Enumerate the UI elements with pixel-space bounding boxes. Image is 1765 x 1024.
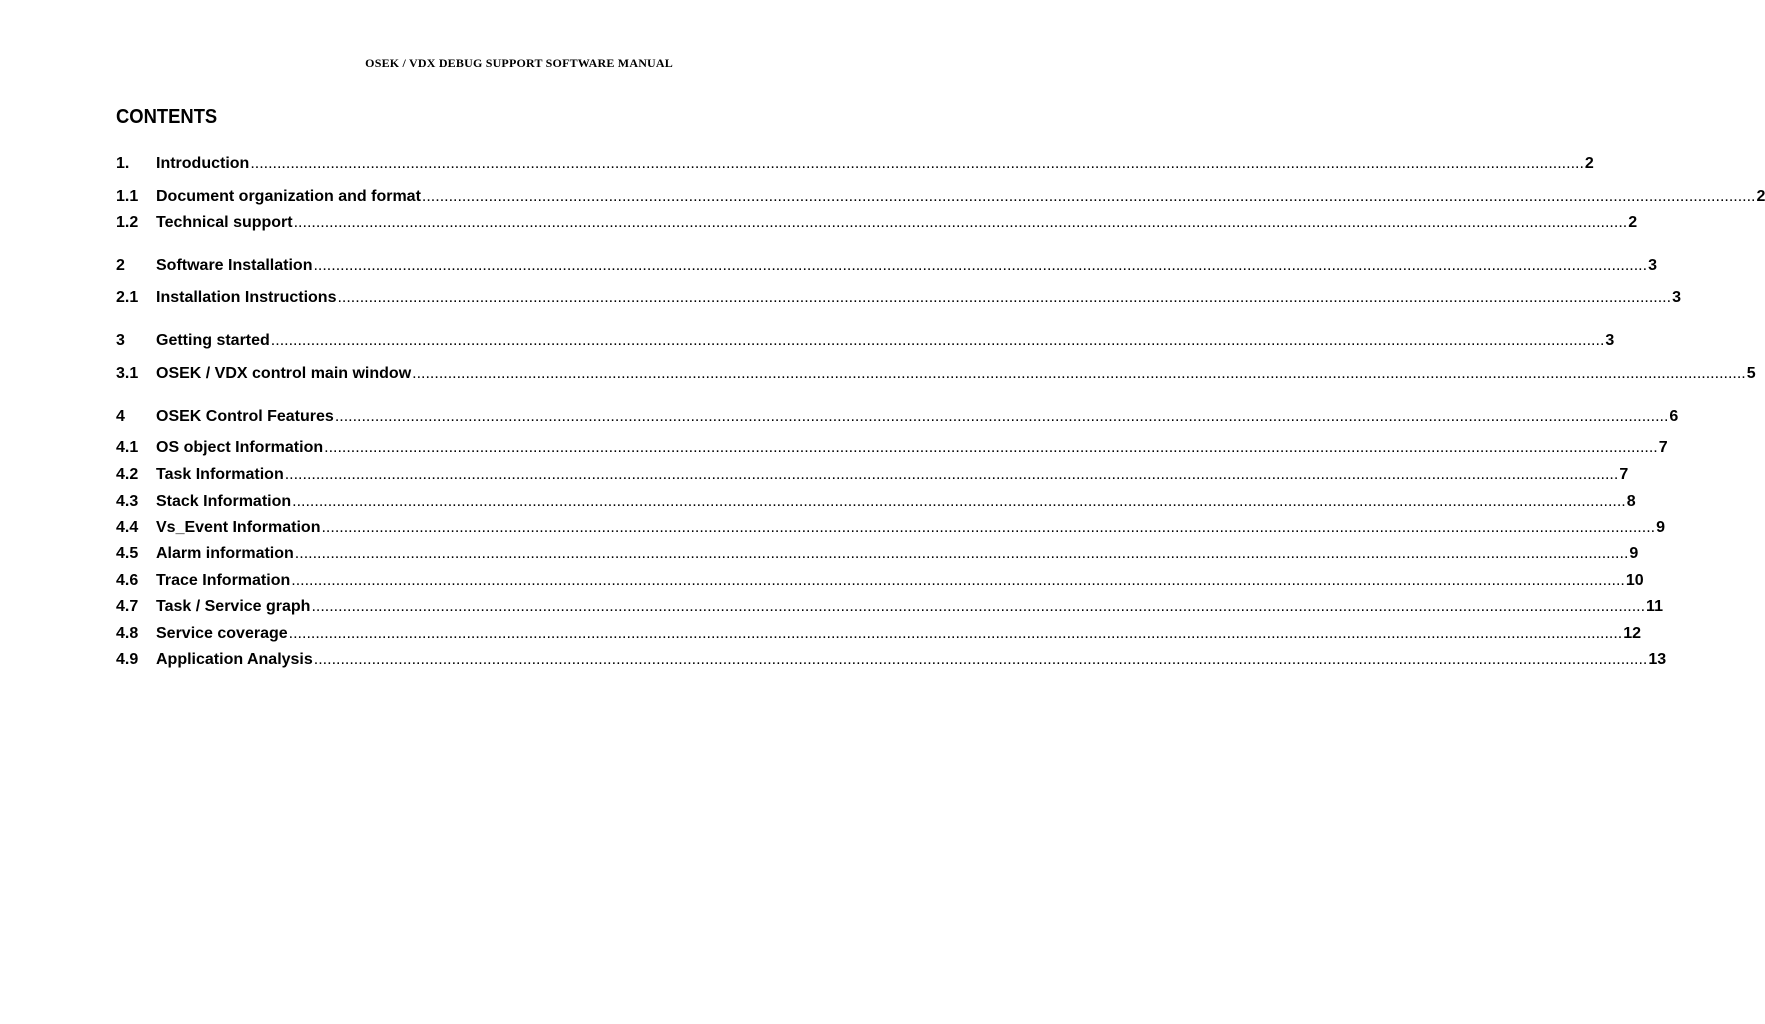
toc-number: 1.1 bbox=[116, 188, 139, 205]
toc-title: Software Installation bbox=[156, 257, 313, 274]
running-header: OSEK / VDX DEBUG SUPPORT SOFTWARE MANUAL bbox=[365, 56, 673, 70]
toc-page-number: 5 bbox=[1746, 365, 1756, 382]
toc-leader-dots: ............................................................................................................................................................................................................................................................................................................ bbox=[291, 572, 1625, 589]
toc-entry-4-3[interactable] bbox=[116, 493, 1636, 511]
toc-title: Alarm information bbox=[156, 545, 294, 562]
toc-title: Document organization and format bbox=[156, 188, 421, 205]
toc-page-number: 7 bbox=[1619, 466, 1629, 483]
toc-page-number: 3 bbox=[1672, 289, 1681, 306]
toc-title: Trace Information bbox=[156, 572, 291, 589]
toc-leader-dots: ............................................................................................................................................................................................................................................................................................................ bbox=[294, 545, 1629, 562]
toc-entry-2-1[interactable] bbox=[116, 289, 1681, 307]
toc-number: 3 bbox=[116, 332, 125, 349]
toc-entry-4[interactable] bbox=[116, 408, 1679, 426]
toc-title: Getting started bbox=[156, 332, 270, 349]
toc-number: 4 bbox=[116, 408, 125, 425]
toc-leader-dots: ............................................................................................................................................................................................................................................................................................................ bbox=[421, 188, 1756, 205]
toc-title: Installation Instructions bbox=[156, 289, 337, 306]
toc-entry-3[interactable] bbox=[116, 332, 1615, 350]
toc-leader-dots: ............................................................................................................................................................................................................................................................................................................ bbox=[412, 365, 1746, 382]
toc-entry-4-9[interactable] bbox=[116, 651, 1667, 669]
toc-page-number: 3 bbox=[1648, 257, 1657, 274]
toc-entry-4-4[interactable] bbox=[116, 519, 1665, 537]
toc-number: 4.4 bbox=[116, 519, 139, 536]
toc-leader-dots: ............................................................................................................................................................................................................................................................................................................ bbox=[313, 257, 1648, 274]
toc-entry-1-1[interactable] bbox=[116, 188, 1765, 206]
toc-entry-4-2[interactable] bbox=[116, 466, 1629, 484]
toc-leader-dots: ............................................................................................................................................................................................................................................................................................................ bbox=[284, 466, 1619, 483]
toc-leader-dots: ............................................................................................................................................................................................................................................................................................................ bbox=[288, 625, 1623, 642]
toc-entry-4-1[interactable] bbox=[116, 439, 1668, 457]
toc-title: Task / Service graph bbox=[156, 598, 311, 615]
toc-leader-dots: ............................................................................................................................................................................................................................................................................................................ bbox=[337, 289, 1672, 306]
toc-number: 2 bbox=[116, 257, 125, 274]
toc-page-number: 2 bbox=[1628, 214, 1638, 231]
toc-page-number: 9 bbox=[1656, 519, 1665, 536]
toc-entry-4-7[interactable] bbox=[116, 598, 1663, 616]
toc-page-number: 2 bbox=[1584, 155, 1594, 172]
toc-entry-4-6[interactable] bbox=[116, 572, 1644, 590]
toc-leader-dots: ............................................................................................................................................................................................................................................................................................................ bbox=[334, 408, 1669, 425]
toc-number: 2.1 bbox=[116, 289, 139, 306]
toc-number: 4.8 bbox=[116, 625, 139, 642]
toc-leader-dots: ............................................................................................................................................................................................................................................................................................................ bbox=[292, 493, 1626, 510]
toc-number: 4.7 bbox=[116, 598, 139, 615]
toc-leader-dots: ............................................................................................................................................................................................................................................................................................................ bbox=[321, 519, 1656, 536]
toc-entry-2[interactable] bbox=[116, 257, 1657, 275]
toc-leader-dots: ............................................................................................................................................................................................................................................................................................................ bbox=[313, 651, 1648, 668]
contents-heading: CONTENTS bbox=[116, 106, 218, 128]
toc-number: 4.3 bbox=[116, 493, 139, 510]
toc-leader-dots: ............................................................................................................................................................................................................................................................................................................ bbox=[311, 598, 1646, 615]
toc-number: 4.1 bbox=[116, 439, 139, 456]
toc-entry-3-1[interactable] bbox=[116, 365, 1756, 383]
toc-number: 4.9 bbox=[116, 651, 139, 668]
toc-entry-4-5[interactable] bbox=[116, 545, 1639, 563]
toc-title: Service coverage bbox=[156, 625, 288, 642]
toc-page-number: 2 bbox=[1756, 188, 1765, 205]
toc-page-number: 8 bbox=[1626, 493, 1636, 510]
toc-title: Task Information bbox=[156, 466, 284, 483]
toc-leader-dots: ............................................................................................................................................................................................................................................................................................................ bbox=[250, 155, 1584, 172]
toc-number: 4.5 bbox=[116, 545, 139, 562]
toc-title: Introduction bbox=[156, 155, 250, 172]
toc-title: Application Analysis bbox=[156, 651, 313, 668]
toc-title: Stack Information bbox=[156, 493, 292, 510]
toc-entry-1-2[interactable] bbox=[116, 214, 1638, 232]
toc-leader-dots: ............................................................................................................................................................................................................................................................................................................ bbox=[293, 214, 1628, 231]
toc-page-number: 13 bbox=[1648, 651, 1667, 668]
toc-number: 3.1 bbox=[116, 365, 139, 382]
toc-page-number: 10 bbox=[1625, 572, 1644, 589]
toc-leader-dots: ............................................................................................................................................................................................................................................................................................................ bbox=[324, 439, 1658, 456]
toc-title: OS object Information bbox=[156, 439, 324, 456]
toc-number: 1.2 bbox=[116, 214, 139, 231]
toc-number: 4.6 bbox=[116, 572, 139, 589]
toc-page-number: 9 bbox=[1629, 545, 1639, 562]
toc-page-number: 12 bbox=[1623, 625, 1642, 642]
toc-page-number: 11 bbox=[1646, 598, 1663, 615]
toc-page-number: 3 bbox=[1605, 332, 1615, 349]
toc-title: Vs_Event Information bbox=[156, 519, 321, 536]
toc-title: OSEK / VDX control main window bbox=[156, 365, 412, 382]
toc-title: Technical support bbox=[156, 214, 293, 231]
toc-page-number: 7 bbox=[1658, 439, 1668, 456]
toc-number: 1. bbox=[116, 155, 130, 172]
toc-leader-dots: ............................................................................................................................................................................................................................................................................................................ bbox=[270, 332, 1605, 349]
toc-entry-1[interactable] bbox=[116, 155, 1594, 173]
toc-page-number: 6 bbox=[1669, 408, 1679, 425]
toc-title: OSEK Control Features bbox=[156, 408, 334, 425]
toc-number: 4.2 bbox=[116, 466, 139, 483]
toc-entry-4-8[interactable] bbox=[116, 625, 1642, 643]
